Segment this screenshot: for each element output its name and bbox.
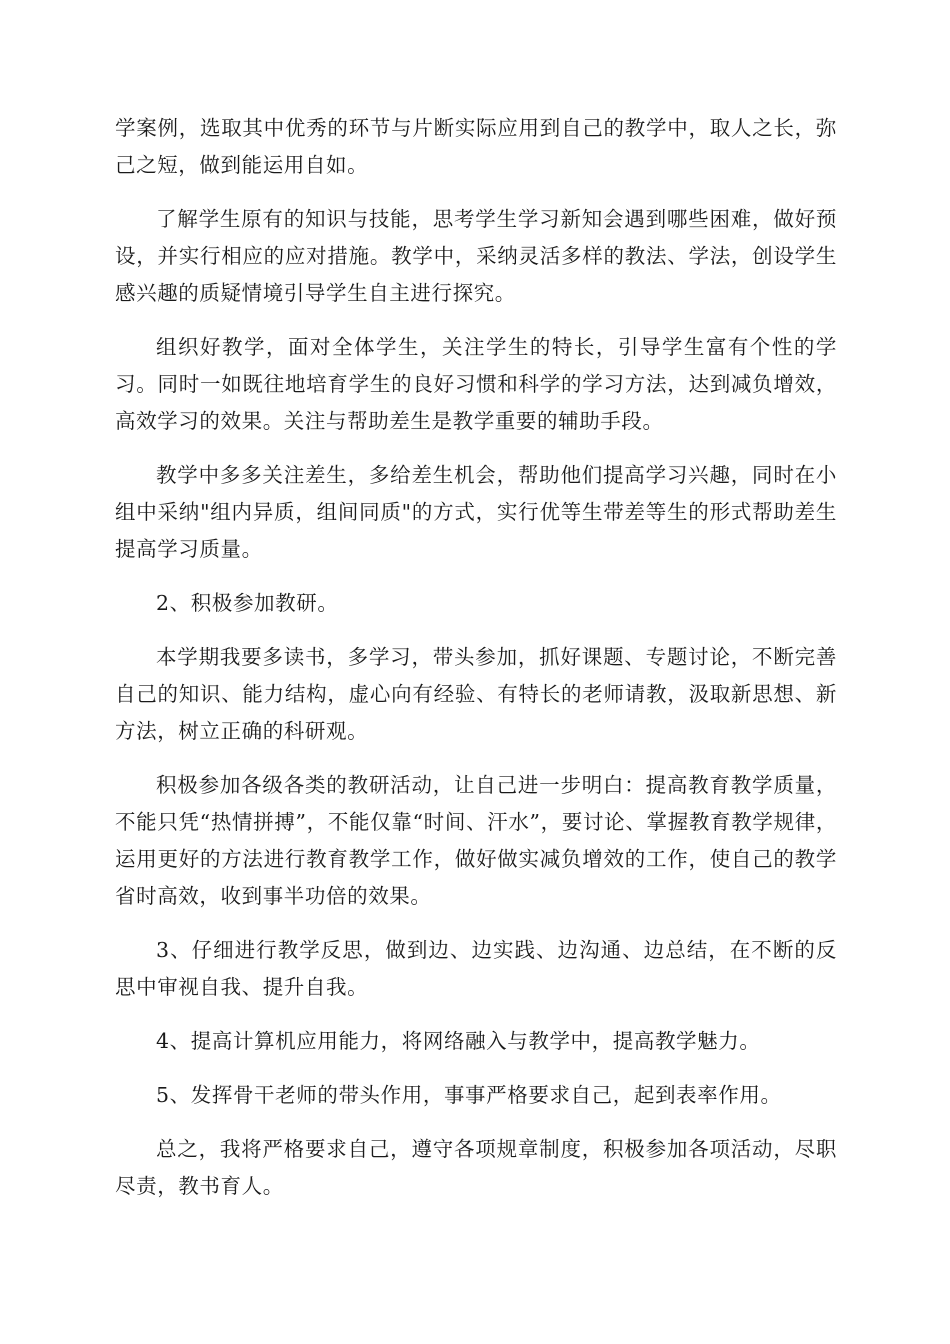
paragraph: 教学中多多关注差生，多给差生机会，帮助他们提高学习兴趣，同时在小组中采纳"组内异质，组间同质"的方式，实行优等生带差等生的形式帮助差生提高学习质量。 <box>115 463 837 561</box>
list-item: 5、发挥骨干老师的带头作用，事事严格要求自己，起到表率作用。 <box>156 1083 782 1107</box>
list-item: 3、仔细进行教学反思，做到边、边实践、边沟通、边总结，在不断的反思中审视自我、提升自我。 <box>115 938 837 999</box>
list-item: 4、提高计算机应用能力，将网络融入与教学中，提高教学魅力。 <box>156 1029 761 1053</box>
paragraph-conclusion: 总之，我将严格要求自己，遵守各项规章制度，积极参加各项活动，尽职尽责，教书育人。 <box>115 1137 837 1198</box>
document-body <box>115 110 837 1222</box>
paragraph: 了解学生原有的知识与技能，思考学生学习新知会遇到哪些困难，做好预设，并实行相应的应对措施。教学中，采纳灵活多样的教法、学法，创设学生感兴趣的质疑情境引导学生自主进行探究。 <box>115 207 837 305</box>
section-heading: 2、积极参加教研。 <box>156 591 339 615</box>
paragraph: 积极参加各级各类的教研活动，让自己进一步明白：提高教育教学质量，不能只凭“热情拼搏”，不能仅靠“时间、汗水”，要讨论、掌握教育教学规律，运用更好的方法进行教育教学工作，做好做实减负增效的工作，使自己的教学省时高效，收到事半功倍的效果。 <box>115 773 837 908</box>
paragraph: 本学期我要多读书，多学习，带头参加，抓好课题、专题讨论，不断完善自己的知识、能力结构，虚心向有经验、有特长的老师请教，汲取新思想、新方法，树立正确的科研观。 <box>115 645 837 743</box>
paragraph-continued: 学案例，选取其中优秀的环节与片断实际应用到自己的教学中，取人之长，弥己之短，做到能运用自如。 <box>115 116 837 177</box>
paragraph: 组织好教学，面对全体学生，关注学生的特长，引导学生富有个性的学习。同时一如既往地培育学生的良好习惯和科学的学习方法，达到减负增效，高效学习的效果。关注与帮助差生是教学重要的辅助手段。 <box>115 335 837 433</box>
